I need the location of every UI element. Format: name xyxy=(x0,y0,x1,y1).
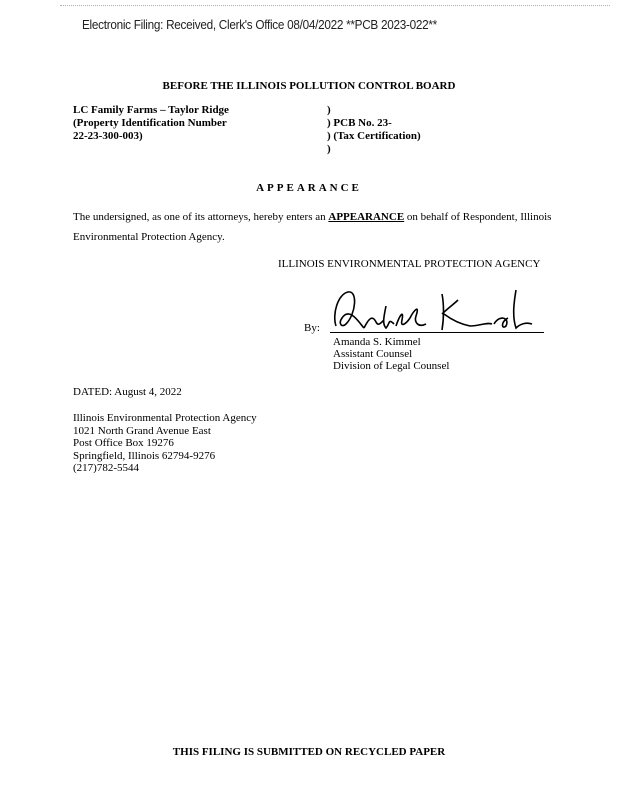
signature-line xyxy=(330,332,544,333)
recycled-paper-footer: THIS FILING IS SUBMITTED ON RECYCLED PAPER xyxy=(172,746,446,758)
address-line: Illinois Environmental Protection Agency xyxy=(73,412,257,424)
address-line: Springfield, Illinois 62794-9276 xyxy=(73,449,216,462)
date-line: DATED: August 4, 2022 xyxy=(73,386,182,398)
address-line: Post Office Box 19276 xyxy=(73,437,174,449)
caption-right-line: ) (Tax Certification) xyxy=(327,130,421,142)
appearance-body xyxy=(73,207,553,247)
agency-name: ILLINOIS ENVIRONMENTAL PROTECTION AGENCY xyxy=(278,258,541,270)
caption-right-line: ) xyxy=(327,143,331,155)
caption-right-line: ) xyxy=(327,104,331,116)
address-line: (217)782-5544 xyxy=(73,462,139,474)
address-line: 1021 North Grand Avenue East xyxy=(73,424,211,437)
handwritten-signature xyxy=(330,284,544,334)
agency-address xyxy=(73,412,257,475)
case-caption-left xyxy=(73,104,229,143)
caption-left-line: LC Family Farms – Taylor Ridge xyxy=(73,104,229,116)
signer-block xyxy=(333,336,449,372)
body-before: The undersigned, as one of its attorneys, hereby enters an xyxy=(73,211,329,223)
electronic-filing-stamp: Electronic Filing: Received, Clerk's Office 08/04/2022 **PCB 2023-022** xyxy=(82,18,437,32)
board-heading: BEFORE THE ILLINOIS POLLUTION CONTROL BOARD xyxy=(162,80,456,92)
caption-left-line: (Property Identification Number xyxy=(73,117,227,129)
caption-right-line: ) PCB No. 23- xyxy=(327,117,392,129)
by-label: By: xyxy=(304,322,320,334)
caption-left-line: 22-23-300-003) xyxy=(73,130,143,142)
document-title: APPEARANCE xyxy=(256,182,362,194)
body-after: on behalf of Respondent, Illinois Environmental Protection Agency. xyxy=(73,211,552,243)
signer-division: Division of Legal Counsel xyxy=(333,360,450,372)
case-caption-right xyxy=(327,104,421,156)
signer-name: Amanda S. Kimmel xyxy=(333,336,421,348)
signer-title: Assistant Counsel xyxy=(333,348,413,360)
scan-top-rule xyxy=(60,5,610,7)
body-emphasis: APPEARANCE xyxy=(328,211,405,223)
